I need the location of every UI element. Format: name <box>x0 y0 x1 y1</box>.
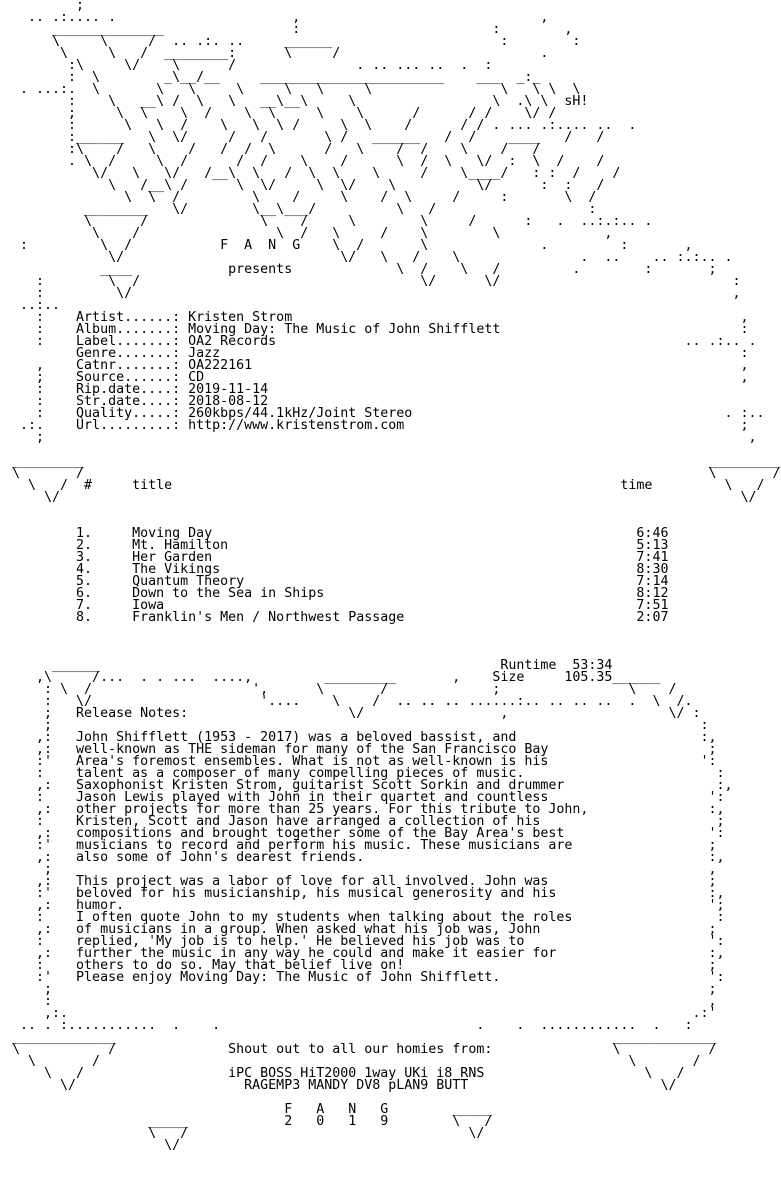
nfo-line: : \ __\ / \ \ __\__\ \ \ .\ \ sH! <box>4 94 589 109</box>
nfo-line: F A N G _____ <box>4 1102 493 1117</box>
nfo-line: Genre.......: Jazz : <box>4 346 749 361</box>
nfo-line: \/ \ \/ /__\ \ / \ \ \ / \____/ : : / / <box>4 166 621 181</box>
nfo-line: . \ / \ / / / \ / \ / \ \/ : \ / / <box>4 154 605 169</box>
nfo-line: \ \ / \ / \ / \ / : \ / <box>4 190 597 205</box>
nfo-line: : Jason Lewis played with John in their quartet and countless ': <box>4 790 725 805</box>
nfo-line: 6. Down to the Sea in Ships 8:12 <box>4 586 669 601</box>
nfo-line: 3. Her Garden 7:41 <box>4 550 669 565</box>
nfo-line: .:. Url.........: http://www.kristenstrom.com ; <box>4 418 749 433</box>
nfo-line: ,: This project was a labor of love for all involved. John was ; <box>4 874 717 889</box>
nfo-line: : others to do so. May that belief live on! ; <box>4 958 717 973</box>
nfo-line: \ / \ / <box>4 466 781 481</box>
nfo-line: ,: further the music in any way he could and make it easier for :, <box>4 946 725 961</box>
nfo-line: ,:. .:' <box>4 1006 717 1021</box>
nfo-line: 1. Moving Day 6:46 <box>4 526 669 541</box>
nfo-line: ,: also some of John's dearest friends. :, <box>4 850 725 865</box>
nfo-line: : Kristen, Scott and Jason have arranged a collection of his ; <box>4 814 725 829</box>
nfo-line: : Quality.....: 260kbps/44.1kHz/Joint Stereo . :.. <box>4 406 765 421</box>
nfo-line: : Str.date....: 2018-08-12 <box>4 394 269 409</box>
nfo-line: 8. Franklin's Men / Northwest Passage 2:07 <box>4 610 669 625</box>
nfo-line: 7. Iowa 7:51 <box>4 598 669 613</box>
nfo-line: \ \ / .. .:. .. ______ : : <box>4 34 581 49</box>
nfo-line: \ / \ / \ \ / : . ..:.:.. . <box>4 214 653 229</box>
nfo-line: : , <box>4 994 717 1009</box>
nfo-line: : I often quote John to my students when talking about the roles : <box>4 910 725 925</box>
nfo-line: . ...:. \ \ \ \ \ \ \ \ \ \ \ <box>4 82 581 97</box>
nfo-line: ,: John Shifflett (1953 - 2017) was a beloved bassist, and :, <box>4 730 717 745</box>
nfo-line: ,: humor. '; <box>4 898 725 913</box>
nfo-line: ; , <box>4 430 757 445</box>
nfo-line: : replied, 'My job is to help.' He believed his job was to ': <box>4 934 725 949</box>
nfo-line: ; Release Notes: \/ , \/ : <box>4 706 701 721</box>
nfo-line: .. .:.... . , , <box>4 10 549 25</box>
nfo-line: ______ Runtime 53:34 <box>4 658 613 673</box>
nfo-line: ____ presents \ / \ / . : ; <box>4 262 717 277</box>
nfo-line: \ / \/ <box>4 1126 485 1141</box>
nfo-line: \/ \/ <box>4 490 757 505</box>
nfo-line: , Catnr.......: OA222161 , <box>4 358 749 373</box>
nfo-line: _____________ _____________ <box>4 1030 717 1045</box>
nfo-line: ______________ : : , <box>4 22 573 37</box>
nfo-line: :______ \ \/ / / \ / ______ / / ____ / / <box>4 130 605 145</box>
nfo-line: ..:.. <box>4 298 61 313</box>
nfo-line: \/ RAGEMP3 MANDY DV8 pLAN9 BUTT \/ <box>4 1078 677 1093</box>
nfo-line: : Label.......: OA2 Records .. .:.. . <box>4 334 757 349</box>
nfo-line: ,: well-known as THE sideman for many of the San Francisco Bay ; <box>4 742 717 757</box>
nfo-line: : \ / ', \ / ; \ / <box>4 682 677 697</box>
nfo-line: :' musicians to record and perform his music. These musicians are ; <box>4 838 717 853</box>
nfo-line: ; Source......: CD , <box>4 370 749 385</box>
nfo-line: \ / \ / \ / \ \ , <box>4 226 613 241</box>
nfo-line: :\ \/ \ / . .. ... .. . : <box>4 58 493 73</box>
nfo-line: \ \ / ________: \ / . <box>4 46 549 61</box>
nfo-line: \ /__\ / \ \/ \ \/ \ \/ : : / <box>4 178 605 193</box>
nfo-line: \ / Shout out to all our homies from: \ / <box>4 1042 717 1057</box>
nfo-line: ,: Saxophonist Kristen Strom, guitarist Scott Sorkin and drummer :, <box>4 778 733 793</box>
nfo-line: : Artist......: Kristen Strom , <box>4 310 749 325</box>
nfo-line: ,\ /... . . ... ...., _________ , Size 105.35______ <box>4 670 661 685</box>
nfo-line: ; \ \ \ / \ \ \ \ / / / \/ / <box>4 106 557 121</box>
nfo-line: 4. The Vikings 8:30 <box>4 562 669 577</box>
nfo-line: : talent as a composer of many compelling pieces of music. : <box>4 766 725 781</box>
nfo-line: ; , <box>4 862 717 877</box>
nfo-line: : \/ '.... \ / .. .. .. ......:.. .. .. .. . \ /. <box>4 694 693 709</box>
nfo-line: \/ \/ \ / \ . .. .. :.:.. . <box>4 250 733 265</box>
nfo-line: _____ 2 0 1 9 \ / <box>4 1114 493 1129</box>
nfo-line: 2. Mt. Hamilton 5:13 <box>4 538 669 553</box>
nfo-line: ,: compositions and brought together some of the Bay Area's best ': <box>4 826 725 841</box>
nfo-line: :' beloved for his musicianship, his musical generosity and his :, <box>4 886 725 901</box>
nfo-line: ; <box>4 0 85 13</box>
nfo-line: .. . :........... . . . . ............ . : <box>4 1018 693 1033</box>
nfo-line: : \ / F A N G \ / \ . : , <box>4 238 693 253</box>
nfo-line: :' Please enjoy Moving Day: The Music of John Shifflett. ': <box>4 970 725 985</box>
nfo-line: : Album.......: Moving Day: The Music of John Shifflett : <box>4 322 749 337</box>
nfo-line: \/ <box>4 1138 181 1153</box>
nfo-line: : \/ , <box>4 286 741 301</box>
nfo-line: :' Area's foremost ensembles. What is not as well-known is his ': <box>4 754 717 769</box>
nfo-line: : \ \ / \ \ \ / \ \ / / / . ... .:.... .. . <box>4 118 637 133</box>
nfo-line: \ / # title time \ / <box>4 478 765 493</box>
nfo-line: : Rip.date....: 2019-11-14 <box>4 382 269 397</box>
nfo-line: _________ _________ <box>4 454 781 469</box>
nfo-line: :\ / \ / / / \ / \ / / \ / / <box>4 142 541 157</box>
nfo-line: \ / iPC BOSS HiT2000 1way UKi i8 RNS \ / <box>4 1066 685 1081</box>
nfo-line: ; ; <box>4 982 717 997</box>
nfo-line: \ / \ / <box>4 1054 701 1069</box>
nfo-line: ; : <box>4 718 709 733</box>
nfo-line: 5. Quantum Theory 7:14 <box>4 574 669 589</box>
nfo-line: ,: other projects for more than 25 years. For this tribute to John, :, <box>4 802 725 817</box>
nfo-line: : \ / \/ \/ : <box>4 274 741 289</box>
nfo-line: ________ \/ \__\___/ \ / : <box>4 202 597 217</box>
nfo-line: ,: of musicians in a group. When asked what his job was, John ; <box>4 922 717 937</box>
nfo-line: : \ _\__/__ _______________________ ___ _:_ <box>4 70 541 85</box>
